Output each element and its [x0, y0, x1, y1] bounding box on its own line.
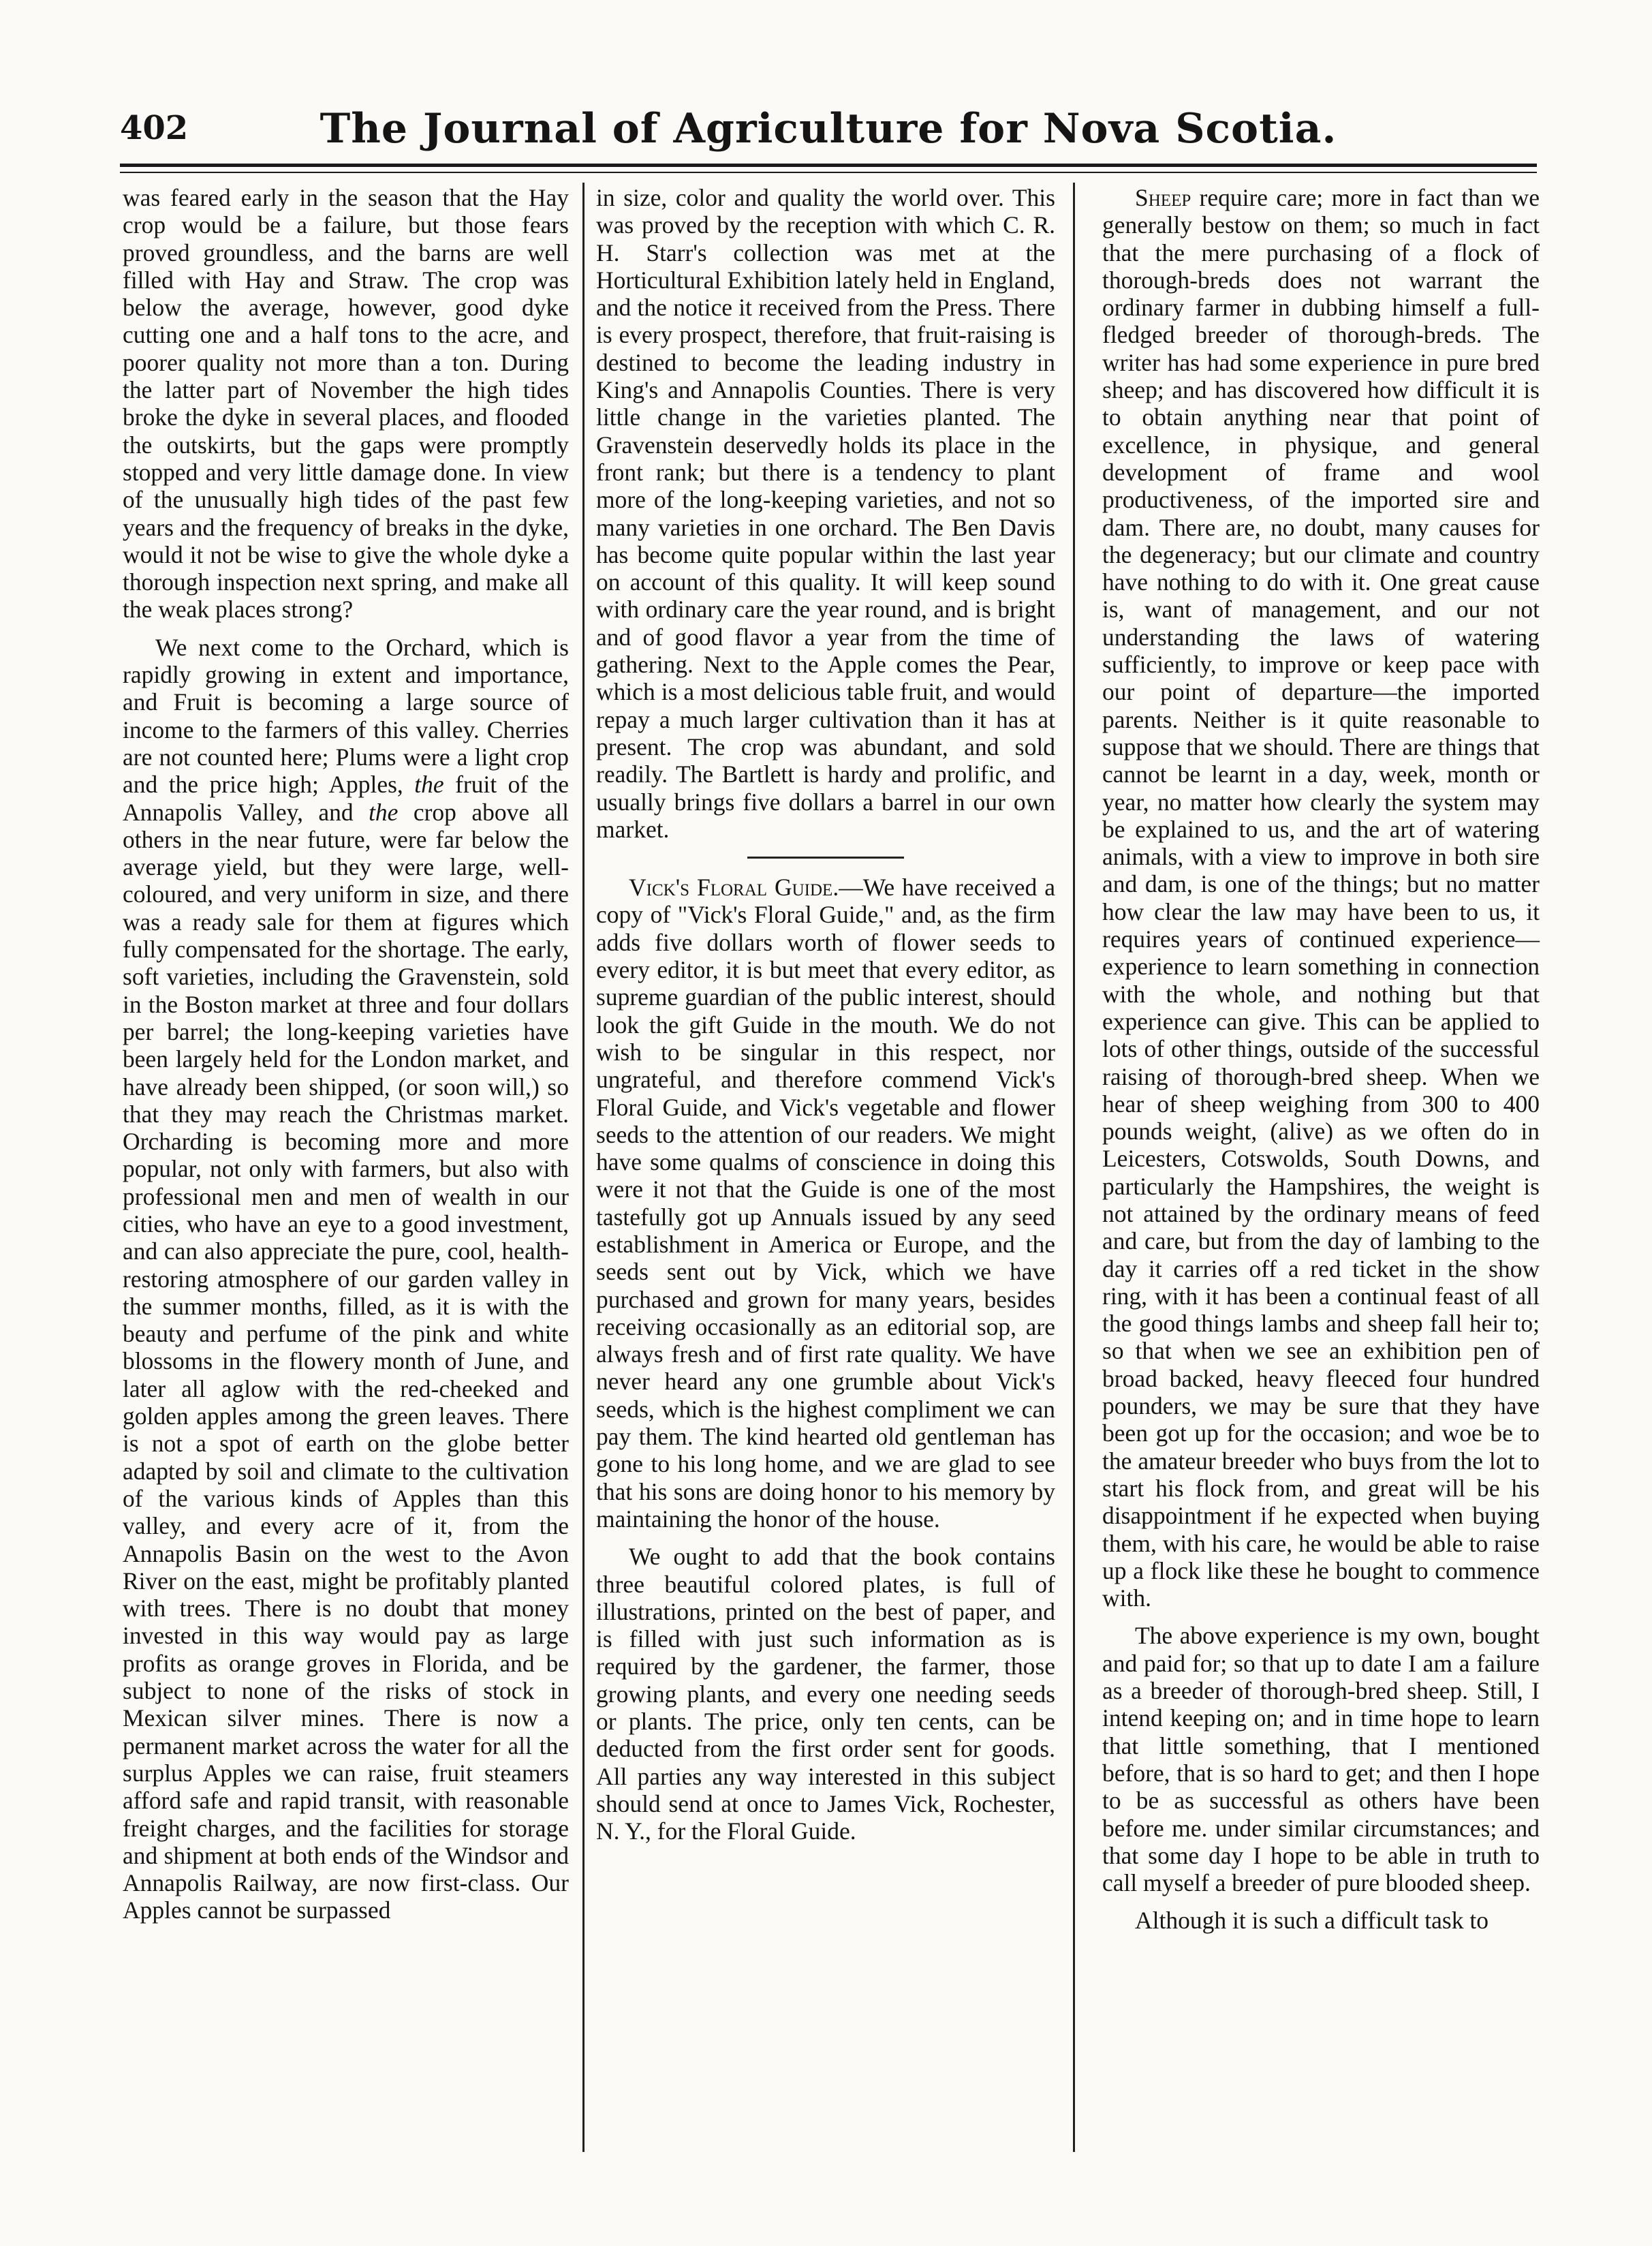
fruit-paragraph: in size, color and quality the world over. This was proved by the reception with which C. R. H. Starr's collection was met at the Horticultural Exhibition lately held in England, and the notice it received from the Press. There is every prospect, therefore, that fruit-raising is destined to become the leading industry in King's and Annapolis Counties. There is very little change in the varieties planted. The Gravenstein deservedly holds its place in the front rank; but there is a tendency to plant more of the long-keeping varieties, and not so many varieties in one orchard. The Ben Davis has become quite popular within the last year on account of this quality. It will keep sound with ordinary care the year round, and is bright and of good flavor a year from the time of gathering. Next to the Apple comes the Pear, which is a most delicious table fruit, and would repay a much larger cultivation than it has at present. The crop was abundant, and sold readily. The Bartlett is hardy and prolific, and usually brings five dollars a barrel in our own market. — [596, 184, 1055, 843]
experience-paragraph: The above experience is my own, bought and paid for; so that up to date I am a failure as a breeder of thorough-bred sheep. Still, I intend keeping on; and in time hope to learn that little something, that I mentioned before, that is so hard to get; and then I hope to be as successful as others have been before me. under similar circumstances; and that some day I hope to be able in truth to call myself a breeder of pure blooded sheep. — [1102, 1622, 1540, 1897]
sheep-paragraph — [1102, 184, 1540, 1612]
column-left — [123, 184, 569, 1935]
orchard-emphasis-1: the — [414, 771, 444, 799]
sheep-text: require care; more in fact than we generally bestow on them; so much in fact that the mere purchasing of a flock of thorough-breds does not warrant the ordinary farmer in dubbing himself a full-fledged breeder of thorough-breds. The writer has had some experience in pure bred sheep; and has discovered how difficult it is to obtain anything near that point of excellence, in physique, and general development of frame and wool productiveness, of the imported sire and dam. There are, no doubt, many causes for the degeneracy; but our climate and country have nothing to do with it. One great cause is, want of management, and our not understanding the laws of watering sufficiently, to improve or keep pace with our point of departure—the imported parents. Neither is it quite reasonable to suppose that we should. There are things that cannot be learnt in a day, week, month or year, no matter how clearly the system may be explained to us, and the art of watering animals, with a view to improve in both sire and dam, is one of the things; but no matter how clear the law may have been to us, it requires years of continued experience—experience to learn something in connection with the whole, and nothing but that experience can give. This can be applied to lots of other things, outside of the successful raising of thorough-bred sheep. When we hear of sheep weighing from 300 to 400 pounds weight, (alive) as we often do in Leicesters, Cotswolds, South Downs, and particularly the Hampshires, the weight is not attained by the ordinary means of feed and care, but from the day of lambing to the day it carries off a red ticket in the show ring, with it has been a continual feast of all the good things lambs and sheep fall heir to; so that when we see an exhibition pen of broad backed, heavy fleeced four hundred pounders, we may be sure that they have been got up for the occasion; and woe be to the amateur breeder who buys from the lot to start his flock from, and great will be his disappointment if he expected when buying them, with his care, he would be able to raise up a flock like these he bought to commence with. — [1102, 184, 1540, 1612]
dyke-paragraph: was feared early in the season that the Hay crop would be a failure, but those fears proved groundless, and the barns are well filled with Hay and Straw. The crop was below the average, however, good dyke cutting one and a half tons to the acre, and poorer quality not more than a ton. During the latter part of November the high tides broke the dyke in several places, and flooded the outskirts, but the gaps were promptly stopped and very little damage done. In view of the unusually high tides of the past few years and the frequency of breaks in the dyke, would it not be wise to give the whole dyke a thorough inspection next spring, and make all the weak places strong? — [123, 184, 569, 624]
page-number: 402 — [120, 109, 189, 147]
sheep-heading: Sheep — [1135, 184, 1191, 211]
vicks-guide-text: —We have received a copy of "Vick's Floral Guide," and, as the firm adds five dollars worth of flower seeds to every editor, it is but meet that every editor, as supreme guardian of the public interest, should look the gift Guide in the mouth. We do not wish to be singular in this respect, nor ungrateful, and therefore commend Vick's Floral Guide, and Vick's vegetable and flower seeds to the attention of our readers. We might have some qualms of conscience in doing this were it not that the Guide is one of the most tastefully got up Annuals issued by any seed establishment in America or Europe, and the seeds sent out by Vick, which we have purchased and grown for many years, besides receiving occasionally as an editorial sop, are always fresh and of first rate quality. We have never heard any one grumble about Vick's seeds, which is the highest compliment we can pay them. The kind hearted old gentleman has gone to his long home, and we are glad to see that his sons are doing honor to his memory by maintaining the honor of the house. — [596, 874, 1055, 1533]
column-divider-right — [1073, 183, 1075, 2152]
orchard-text-b: fruit of the Annapolis Valley, and — [123, 771, 570, 826]
section-divider — [747, 857, 904, 859]
orchard-emphasis-2: the — [369, 798, 399, 826]
journal-title: The Journal of Agriculture for Nova Scotia. — [320, 105, 1337, 153]
orchard-text-a: We next come to the Orchard, which is rapidly growing in extent and importance, and Fruit is becoming a large source of income to the farmers of this valley. Cherries are not counted here; Plums were a light crop and the price high; Apples, — [123, 633, 569, 799]
orchard-paragraph — [123, 634, 569, 1924]
column-divider-left — [582, 183, 585, 2152]
header-rule-thin — [120, 172, 1537, 173]
column-middle — [596, 184, 1055, 1856]
book-contents-paragraph: We ought to add that the book contains three beautiful colored plates, is full of illustrations, printed on the best of paper, and is filled with just such information as is required by the gardener, the farmer, those growing plants, and every one needing seeds or plants. The price, only ten cents, can be deducted from the first order sent for goods. All parties any way interested in this subject should send at once to James Vick, Rochester, N. Y., for the Floral Guide. — [596, 1543, 1055, 1845]
orchard-text-c: crop above all others in the near future, were far below the average yield, but they were large, well-coloured, and very uniform in size, and there was a ready sale for them at figures which fully compensated for the shortage. The early, soft varieties, including the Gravenstein, sold in the Boston market at three and four dollars per barrel; the long-keeping varieties have been largely held for the London market, and have already been shipped, (or soon will,) so that they may reach the Christmas market. Orcharding is becoming more and more popular, not only with farmers, but also with professional men and men of wealth in our cities, who have an eye to a good investment, and can also appreciate the pure, cool, health-restoring atmosphere of our garden valley in the summer months, filled, as it is with the beauty and perfume of the pink and white blossoms in the flowery month of June, and later all aglow with the red-cheeked and golden apples among the green leaves. There is not a spot of earth on the globe better adapted by soil and climate to the cultivation of the various kinds of Apples than this valley, and every acre of it, from the Annapolis Basin on the west to the Avon River on the east, might be profitably planted with trees. There is no doubt that money invested in this way would pay as large profits as orange groves in Florida, and be subject to none of the risks of stock in Mexican silver mines. There is now a permanent market across the water for all the surplus Apples we can raise, fruit steamers afford safe and rapid transit, with reasonable freight charges, and the facilities for storage and shipment at both ends of the Windsor and Annapolis Railway, are now first-class. Our Apples cannot be surpassed — [123, 798, 570, 1924]
vicks-guide-paragraph — [596, 874, 1055, 1533]
header-rule-thick — [120, 164, 1537, 167]
continuation-paragraph: Although it is such a difficult task to — [1135, 1907, 1489, 1935]
vicks-guide-heading: Vick's Floral Guide. — [629, 874, 839, 902]
column-right — [1102, 184, 1540, 1945]
